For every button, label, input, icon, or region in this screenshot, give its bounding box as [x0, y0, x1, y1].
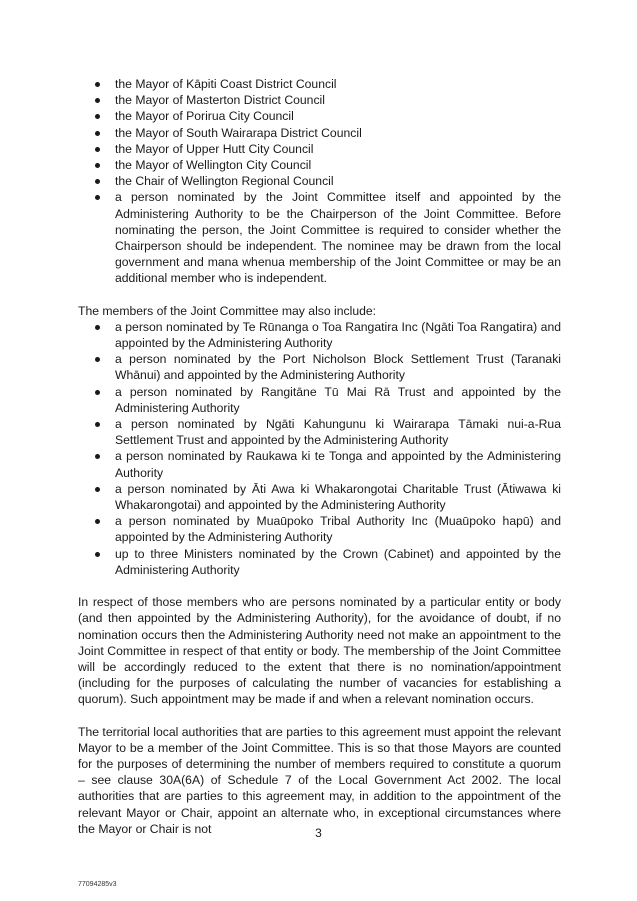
list-item: the Chair of Wellington Regional Council [115, 174, 334, 189]
list-item: the Mayor of Masterton District Council [115, 93, 325, 108]
list-item: a person nominated by Āti Awa ki Whakarongotai Charitable Trust (Ātiwawa ki Whakarongotai) and appointed by the Administering Authority [115, 481, 561, 513]
list-item: a person nominated by Rangitāne Tū Mai Rā Trust and appointed by the Administering Authority [115, 384, 561, 415]
list-item: the Mayor of Wellington City Council [115, 158, 312, 173]
list-item: a person nominated by Te Rūnanga o Toa Rangatira Inc (Ngāti Toa Rangatira) and appointed by the Administering Authority [115, 319, 561, 351]
list-item: a person nominated by Ngāti Kahungunu ki Wairarapa Tāmaki nui-a-Rua Settlement Trust and appointed by the Administering Authority [115, 417, 561, 448]
list-item: the Mayor of Kāpiti Coast District Council [115, 77, 337, 91]
nomination-paragraph: In respect of those members who are persons nominated by a particular entity or body (and then appointed by the Administering Authority), for the avoidance of doubt, if no nomination occurs then the Administering Authority need not make an appointment to the Joint Committee in respect of that entity or body. The membership of the Joint Committee will be accordingly reduced to the extent that there is no nomination/appointment (including for the purposes of calculating the number of vacancies for establishing a quorum). Such appointment may be made if and when a relevant nomination occurs. [78, 595, 561, 707]
list-item: a person nominated by the Joint Committee itself and appointed by the Administering Authority to be the Chairperson of the Joint Committee. Before nominating the person, the Joint Committee is required to consider whether the Chairperson should be independent. The nominee may be drawn from the local government and mana whenua membership of the Joint Committee or may be an additional member who is independent. [115, 190, 561, 286]
list-item: a person nominated by the Port Nicholson Block Settlement Trust (Taranaki Whānui) and appointed by the Administering Authority [115, 352, 561, 383]
body-text [78, 76, 561, 837]
territorial-authorities-paragraph: The territorial local authorities that are parties to this agreement must appoint the relevant Mayor to be a member of the Joint Committee. This is so that those Mayors are counted for the purposes of determining the number of members required to constitute a quorum – see clause 30A(6A) of Schedule 7 of the Local Government Act 2002. The local authorities that are parties to this agreement may, in addition to the appointment of the relevant Mayor or Chair, appoint an alternate who, in exceptional circumstances where the Mayor or Chair is not [78, 724, 561, 836]
page-number: 3 [315, 826, 322, 840]
list-item: up to three Ministers nominated by the Crown (Cabinet) and appointed by the Administering Authority [115, 546, 561, 577]
list-item: the Mayor of Porirua City Council [115, 109, 294, 124]
mayors-list [78, 76, 561, 287]
intro-paragraph: The members of the Joint Committee may also include: [78, 303, 377, 318]
list-item: a person nominated by Muaūpoko Tribal Authority Inc (Muaūpoko hapū) and appointed by the Administering Authority [115, 514, 561, 545]
optional-members-list [78, 319, 561, 578]
list-item: the Mayor of Upper Hutt City Council [115, 141, 314, 156]
document-id: 77094285v3 [78, 881, 117, 888]
list-item: the Mayor of South Wairarapa District Council [115, 125, 362, 140]
list-item: a person nominated by Raukawa ki te Tonga and appointed by the Administering Authority [115, 449, 561, 480]
